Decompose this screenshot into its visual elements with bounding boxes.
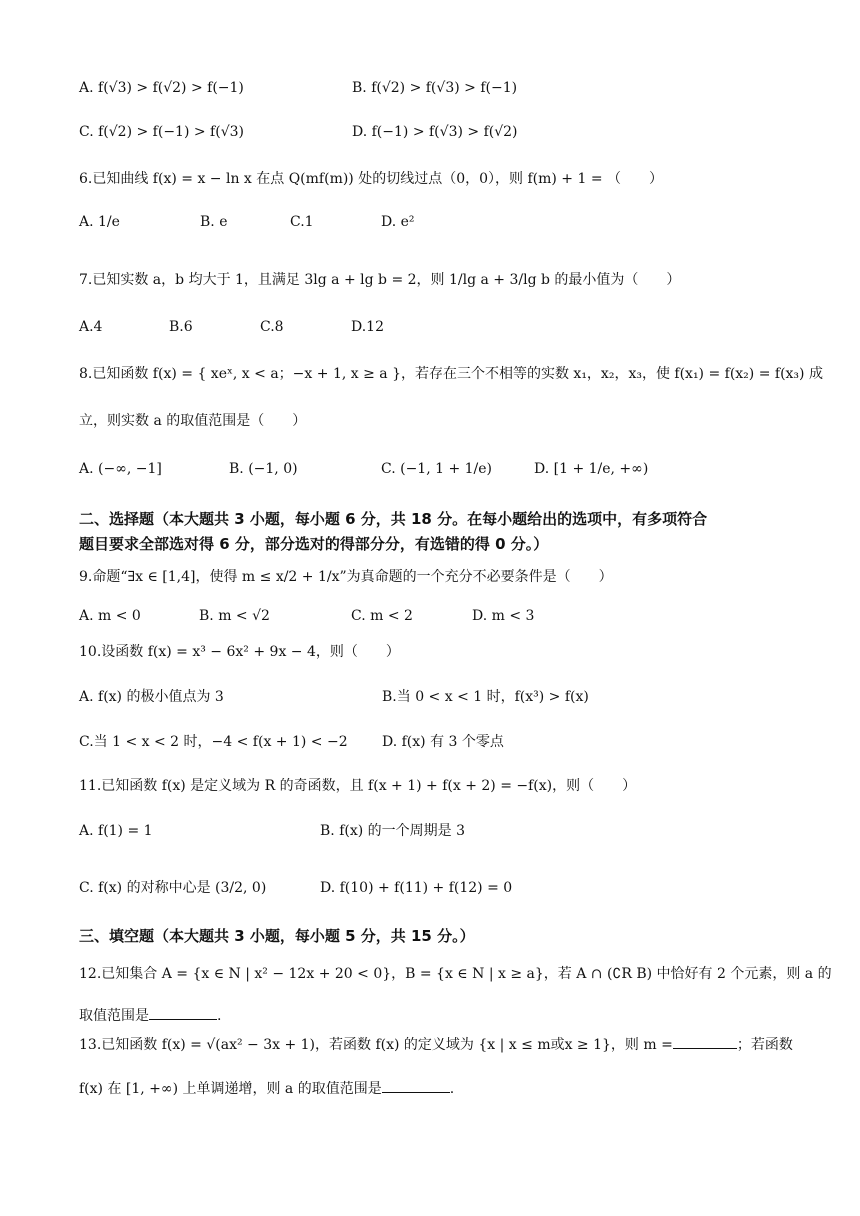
q6-option-b: B. e bbox=[200, 214, 228, 230]
q12-stem-line1: 12.已知集合 A = {x ∈ N | x² − 12x + 20 < 0}，B = {x ∈ N | x ≥ a}，若 A ∩ (∁R B) 中恰好有 2 个元素，则 a 的 bbox=[79, 966, 832, 982]
q13-answer-blank-1[interactable] bbox=[673, 1034, 737, 1049]
q9-option-d: D. m < 3 bbox=[472, 608, 535, 624]
q7-option-d: D.12 bbox=[351, 319, 384, 335]
q10-option-a: A. f(x) 的极小值点为 3 bbox=[79, 689, 224, 705]
q11-stem: 11.已知函数 f(x) 是定义域为 R 的奇函数，且 f(x + 1) + f(x + 2) = −f(x)，则（ ） bbox=[79, 778, 637, 794]
q8-option-c: C. (−1, 1 + 1/e) bbox=[381, 461, 493, 477]
section3-heading: 三、填空题（本大题共 3 小题，每小题 5 分，共 15 分。） bbox=[79, 927, 475, 945]
q6-option-d: D. e² bbox=[381, 214, 415, 230]
q13-stem-part1: 13.已知函数 f(x) = √(ax² − 3x + 1)，若函数 f(x) 的定义域为 {x | x ≤ m或x ≥ 1}，则 m = bbox=[79, 1037, 673, 1053]
q11-option-b: B. f(x) 的一个周期是 3 bbox=[320, 823, 465, 839]
q9-stem: 9.命题“∃x ∈ [1,4]，使得 m ≤ x/2 + 1/x”为真命题的一个充分不必要条件是（ ） bbox=[79, 569, 613, 585]
q10-option-c: C.当 1 < x < 2 时，−4 < f(x + 1) < −2 bbox=[79, 734, 348, 750]
q8-option-a: A. (−∞, −1] bbox=[79, 461, 162, 477]
q11-option-c: C. f(x) 的对称中心是 (3/2, 0) bbox=[79, 880, 267, 896]
q11-option-a: A. f(1) = 1 bbox=[79, 823, 153, 839]
q13-stem-part2: ；若函数 bbox=[736, 1037, 793, 1053]
q7-option-b: B.6 bbox=[169, 319, 193, 335]
q13-stem-line2 bbox=[79, 1078, 454, 1099]
q7-option-c: C.8 bbox=[260, 319, 284, 335]
q5-option-a: A. f(√3) > f(√2) > f(−1) bbox=[79, 80, 244, 96]
q10-option-d: D. f(x) 有 3 个零点 bbox=[382, 734, 504, 750]
q12-stem-text: 取值范围是 bbox=[79, 1008, 149, 1024]
q11-option-d: D. f(10) + f(11) + f(12) = 0 bbox=[320, 880, 513, 896]
q13-period: . bbox=[449, 1081, 455, 1097]
q8-stem-line1: 8.已知函数 f(x) = { xeˣ, x < a；−x + 1, x ≥ a }，若存在三个不相等的实数 x₁，x₂，x₃，使 f(x₁) = f(x₂) = f(x₃) 成 bbox=[79, 366, 823, 382]
q8-stem-line2: 立，则实数 a 的取值范围是（ ） bbox=[79, 413, 307, 429]
section2-heading-line2: 题目要求全部选对得 6 分，部分选对的得部分分，有选错的得 0 分。） bbox=[79, 535, 549, 553]
q5-option-b: B. f(√2) > f(√3) > f(−1) bbox=[352, 80, 518, 96]
q6-option-a: A. 1/e bbox=[79, 214, 120, 230]
q7-stem: 7.已知实数 a，b 均大于 1，且满足 3lg a + lg b = 2，则 1/lg a + 3/lg b 的最小值为（ ） bbox=[79, 272, 681, 288]
q9-option-a: A. m < 0 bbox=[79, 608, 141, 624]
q5-option-d: D. f(−1) > f(√3) > f(√2) bbox=[352, 124, 518, 140]
q12-period: . bbox=[217, 1008, 222, 1024]
q5-option-c: C. f(√2) > f(−1) > f(√3) bbox=[79, 124, 244, 140]
q9-option-c: C. m < 2 bbox=[351, 608, 413, 624]
q13-stem-text: f(x) 在 [1, +∞) 上单调递增，则 a 的取值范围是 bbox=[79, 1081, 382, 1097]
q10-option-b: B.当 0 < x < 1 时，f(x³) > f(x) bbox=[382, 689, 589, 705]
q7-option-a: A.4 bbox=[79, 319, 103, 335]
q8-option-d: D. [1 + 1/e, +∞) bbox=[534, 461, 649, 477]
q6-option-c: C.1 bbox=[290, 214, 314, 230]
q9-option-b: B. m < √2 bbox=[199, 608, 270, 624]
section2-heading-line1: 二、选择题（本大题共 3 小题，每小题 6 分，共 18 分。在每小题给出的选项中，有多项符合 bbox=[79, 510, 708, 528]
q12-stem-line2 bbox=[79, 1005, 221, 1026]
q10-stem: 10.设函数 f(x) = x³ − 6x² + 9x − 4，则（ ） bbox=[79, 644, 400, 660]
q13-stem-line1 bbox=[79, 1034, 793, 1055]
q13-answer-blank-2[interactable] bbox=[382, 1078, 450, 1093]
q12-answer-blank[interactable] bbox=[149, 1005, 217, 1020]
q6-stem: 6.已知曲线 f(x) = x − ln x 在点 Q(mf(m)) 处的切线过点（0，0），则 f(m) + 1 = （ ） bbox=[79, 171, 664, 187]
q8-option-b: B. (−1, 0) bbox=[229, 461, 298, 477]
